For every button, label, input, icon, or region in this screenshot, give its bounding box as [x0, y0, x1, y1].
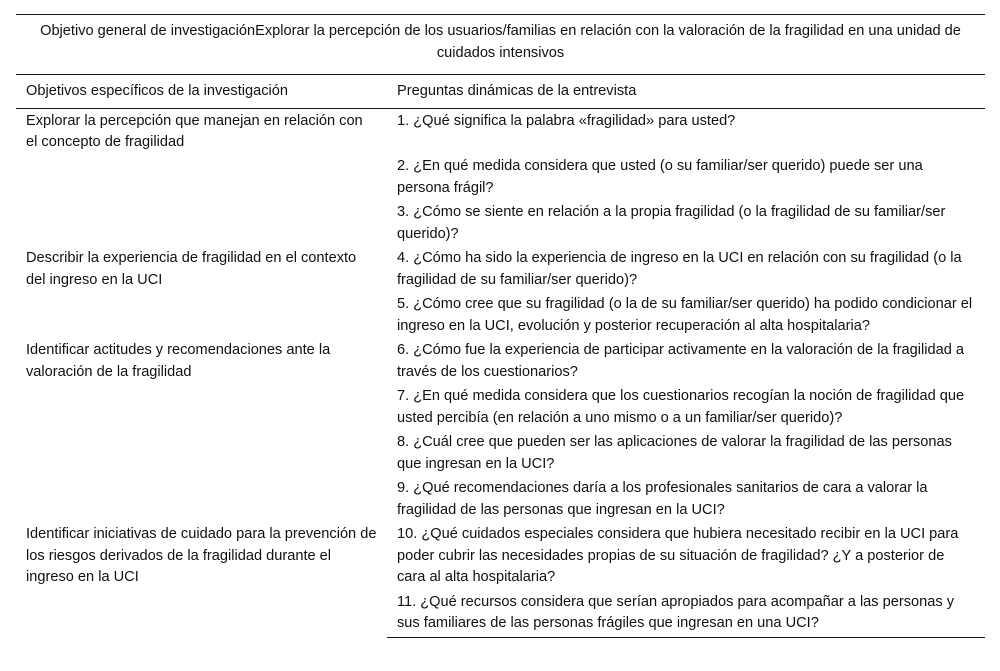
specific-objective-2: Describir la experiencia de fragilidad en el contexto del ingreso en la UCI [26, 250, 357, 288]
general-objective-label: Objetivo general de investigación [40, 23, 256, 39]
question-8: 8. ¿Cuál cree que pueden ser las aplicaciones de valorar la fragilidad de las personas que ingresan en la UCI? [397, 434, 952, 472]
question-10: 10. ¿Qué cuidados especiales considera que hubiera necesitado recibir en la UCI para poder cubrir las necesidades propias de su situación de fragilidad? ¿Y a posterior de cara al alta hospitalaria? [397, 526, 959, 585]
question-5: 5. ¿Cómo cree que su fragilidad (o la de su familiar/ser querido) ha podido condicionar el ingreso en la UCI, evolución y posterior recuperación al alta hospitalaria? [397, 296, 973, 334]
column-header-questions: Preguntas dinámicas de la entrevista [387, 75, 985, 109]
question-1: 1. ¿Qué significa la palabra «fragilidad» para usted? [397, 112, 736, 129]
specific-objective-4: Identificar iniciativas de cuidado para la prevención de los riesgos derivados de la fragilidad durante el ingreso en la UCI [26, 526, 377, 585]
question-4: 4. ¿Cómo ha sido la experiencia de ingreso en la UCI en relación con su fragilidad (o la fragilidad de su familiar/ser querido)? [397, 250, 962, 288]
question-7: 7. ¿En qué medida considera que los cuestionarios recogían la noción de fragilidad que usted percibía (en relación a uno mismo o a un familiar/ser querido)? [397, 388, 965, 426]
table-row [16, 338, 985, 384]
question-6: 6. ¿Cómo fue la experiencia de participar activamente en la valoración de la fragilidad a través de los cuestionarios? [397, 342, 965, 380]
specific-objective-3: Identificar actitudes y recomendaciones ante la valoración de la fragilidad [26, 342, 331, 380]
question-3: 3. ¿Cómo se siente en relación a la propia fragilidad (o la fragilidad de su familiar/ser querido)? [397, 204, 946, 242]
question-9: 9. ¿Qué recomendaciones daría a los profesionales sanitarios de cara a valorar la fragilidad de las personas que ingresan en la UCI? [397, 480, 928, 518]
interview-guide-table [16, 14, 985, 638]
table-row [16, 246, 985, 292]
general-objective-cell [16, 15, 985, 75]
general-objective-text: Explorar la percepción de los usuarios/familias en relación con la valoración de la fragilidad en una unidad de cuidados intensivos [255, 23, 961, 61]
question-11: 11. ¿Qué recursos considera que serían apropiados para acompañar a las personas y sus familiares de las personas frágiles que ingresan en una UCI? [387, 590, 985, 638]
question-2: 2. ¿En qué medida considera que usted (o su familiar/ser querido) puede ser una persona frágil? [397, 158, 923, 196]
table-header-row [16, 75, 985, 109]
general-objective-row [16, 15, 985, 75]
specific-objective-1: Explorar la percepción que manejan en relación con el concepto de fragilidad [26, 112, 363, 150]
table-row [16, 522, 985, 590]
column-header-objectives: Objetivos específicos de la investigación [16, 75, 387, 109]
table-row [16, 108, 985, 154]
